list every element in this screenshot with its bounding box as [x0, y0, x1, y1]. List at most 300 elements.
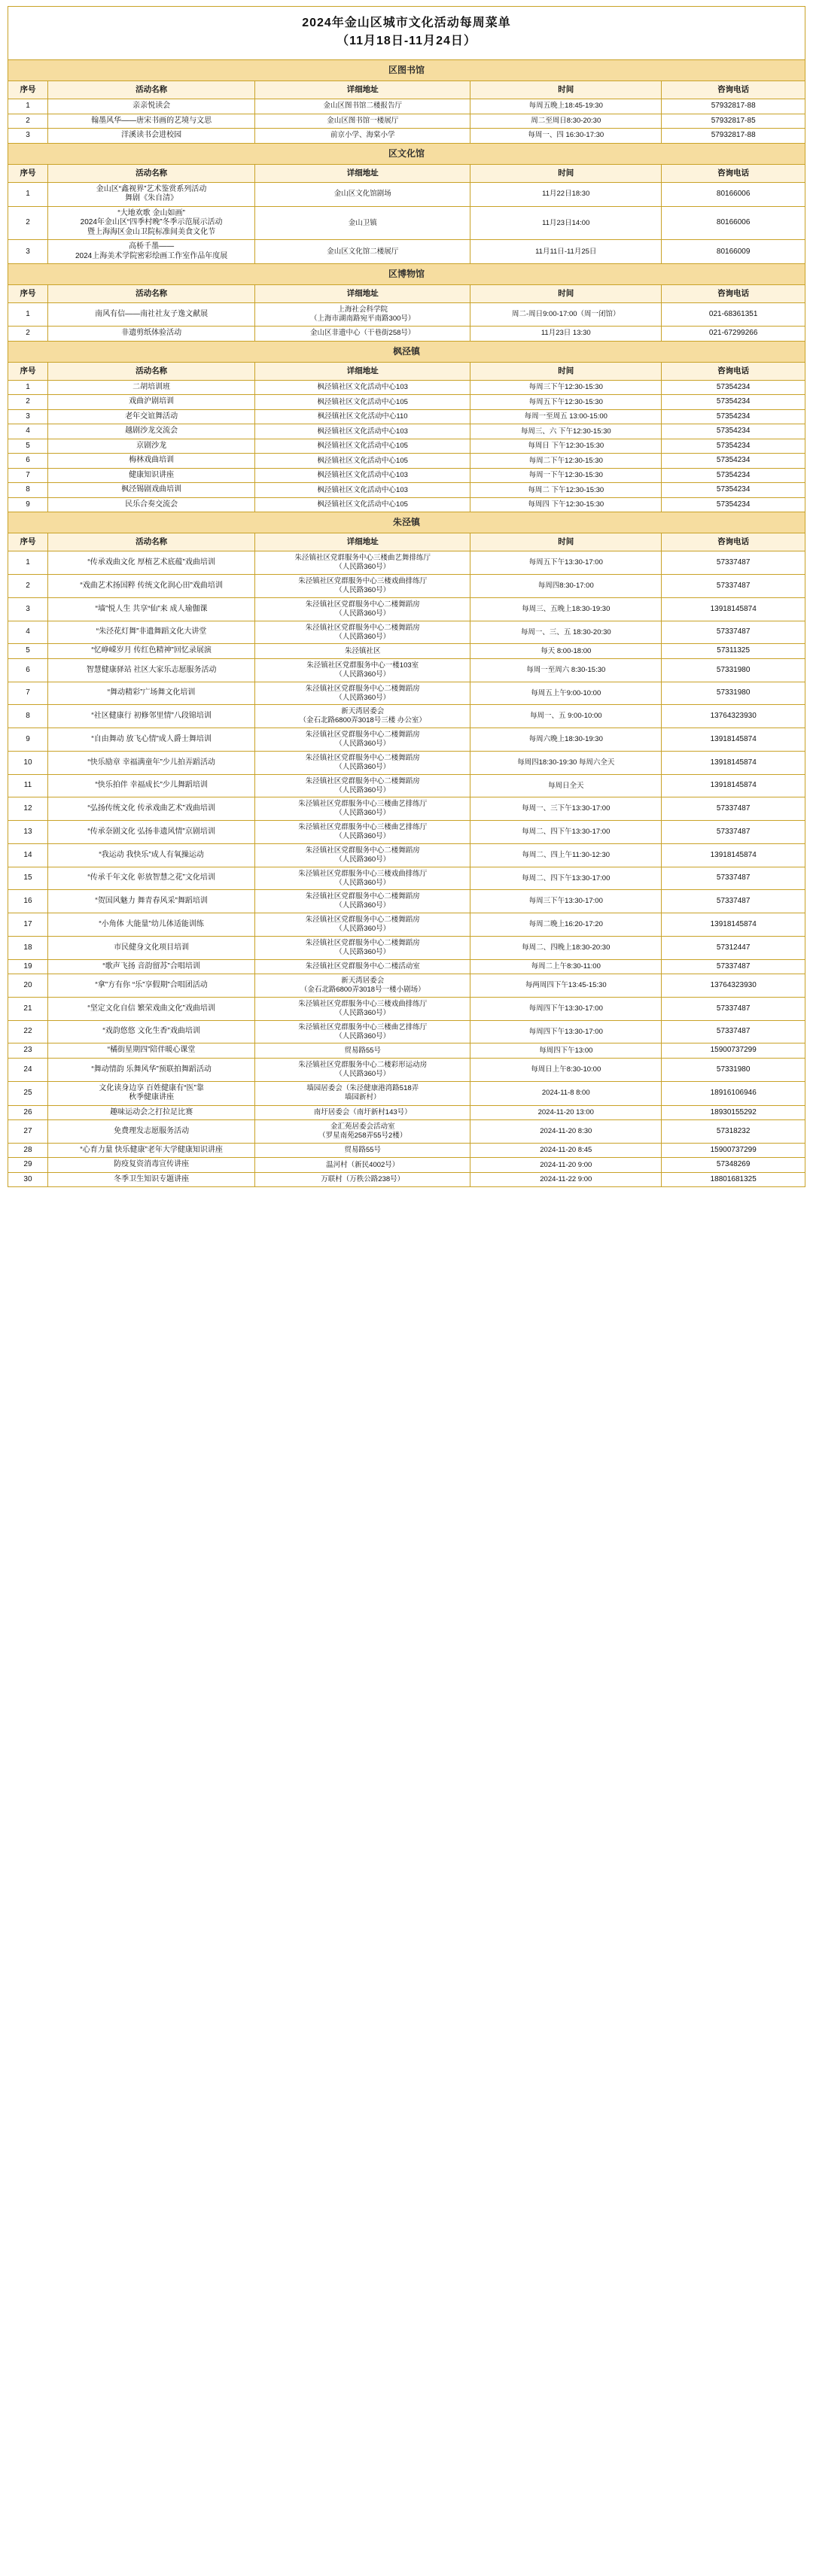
table-row: [8, 913, 805, 937]
cell-address: 金汇苑居委会活动室 （罗星南苑258弄55号2楼）: [255, 1120, 470, 1144]
table-row: [8, 843, 805, 867]
cell-address: 万联村（万秩公路238号）: [255, 1172, 470, 1187]
cell-address: 朱泾镇社区党群服务中心二楼舞蹈房 （人民路360号）: [255, 728, 470, 752]
cell-time: 11月23日14:00: [470, 206, 662, 240]
table-row: [8, 1105, 805, 1120]
table-row: [8, 1043, 805, 1059]
cell-time: 每周三、五晚上18:30-19:30: [470, 597, 662, 621]
cell-address: 朱泾镇社区党群服务中心三楼曲艺排练厅 （人民路360号）: [255, 797, 470, 821]
cell-address: 朱泾镇社区: [255, 644, 470, 659]
cell-no: 1: [8, 380, 48, 395]
table-row: [8, 774, 805, 797]
section-header: [8, 512, 805, 533]
section-header: [8, 264, 805, 285]
table-row: [8, 439, 805, 454]
cell-activity-name: 高桥千墨—— 2024上海美术学院密彩绘画工作室作品年度展: [47, 240, 254, 264]
cell-activity-name: “墙”悦人生 共享“仙”来 成人瑜伽课: [47, 597, 254, 621]
cell-phone: 57337487: [662, 890, 805, 913]
column-header-tel: 咨询电话: [662, 362, 805, 380]
cell-time: 每周三下午12:30-15:30: [470, 380, 662, 395]
cell-phone: 80166006: [662, 206, 805, 240]
column-header-no: 序号: [8, 533, 48, 551]
cell-time: 每周六晚上18:30-19:30: [470, 728, 662, 752]
cell-time: 每周二、四上午11:30-12:30: [470, 843, 662, 867]
cell-phone: 13918145874: [662, 774, 805, 797]
cell-time: 周二-周日9:00-17:00（周一闭馆）: [470, 303, 662, 327]
cell-activity-name: 京剧沙龙: [47, 439, 254, 454]
column-header-no: 序号: [8, 362, 48, 380]
cell-phone: 57318232: [662, 1120, 805, 1144]
cell-phone: 57331980: [662, 1058, 805, 1081]
cell-address: 朱泾镇社区党群服务中心三楼曲艺舞排练厅 （人民路360号）: [255, 551, 470, 575]
table-row: [8, 751, 805, 774]
cell-time: 每周四下午13:30-17:00: [470, 1020, 662, 1043]
cell-phone: 15900737299: [662, 1143, 805, 1158]
cell-no: 1: [8, 303, 48, 327]
column-header-address: 详细地址: [255, 362, 470, 380]
cell-no: 26: [8, 1105, 48, 1120]
cell-no: 30: [8, 1172, 48, 1187]
cell-activity-name: 越剧沙龙交流会: [47, 424, 254, 439]
cell-address: 新天湾居委会 （金石北路6800弄3018号三楼 办公室）: [255, 705, 470, 728]
cell-address: 朱泾镇社区党群服务中心二楼舞蹈房 （人民路360号）: [255, 751, 470, 774]
cell-time: 每周二上午8:30-11:00: [470, 959, 662, 974]
cell-time: 每周一至周五 13:00-15:00: [470, 409, 662, 424]
cell-activity-name: 二胡培训班: [47, 380, 254, 395]
cell-address: 朱泾镇社区党群服务中心一楼103室 （人民路360号）: [255, 658, 470, 682]
table-row: [8, 497, 805, 512]
table-row: [8, 1158, 805, 1173]
cell-time: 11月22日18:30: [470, 182, 662, 206]
cell-phone: 13918145874: [662, 728, 805, 752]
cell-phone: 57932817-85: [662, 114, 805, 129]
cell-no: 3: [8, 409, 48, 424]
cell-phone: 57337487: [662, 551, 805, 575]
column-header-time: 时间: [470, 164, 662, 182]
cell-time: 每周四 下午12:30-15:30: [470, 497, 662, 512]
cell-time: 2024-11-8 8:00: [470, 1081, 662, 1105]
cell-address: 枫泾镇社区文化活动中心105: [255, 439, 470, 454]
cell-address: 金山区非遗中心（干巷街258号）: [255, 327, 470, 342]
cell-time: 每周五下午12:30-15:30: [470, 395, 662, 410]
cell-time: 每周日全天: [470, 774, 662, 797]
cell-time: 每周二、四下午13:30-17:00: [470, 821, 662, 844]
column-header-name: 活动名称: [47, 164, 254, 182]
cell-activity-name: “朱泾花灯舞”非遗舞蹈文化大讲堂: [47, 621, 254, 644]
cell-no: 29: [8, 1158, 48, 1173]
cell-phone: 57932817-88: [662, 99, 805, 114]
cell-activity-name: 冬季卫生知识专题讲座: [47, 1172, 254, 1187]
cell-address: 朱泾镇社区党群服务中心三楼戏曲排练厅 （人民路360号）: [255, 867, 470, 890]
table-row: [8, 621, 805, 644]
cell-activity-name: 智慧健康驿站 社区大家乐志愿服务活动: [47, 658, 254, 682]
cell-no: 17: [8, 913, 48, 937]
cell-phone: 57354234: [662, 424, 805, 439]
cell-address: 枫泾镇社区文化活动中心103: [255, 380, 470, 395]
cell-address: 朱泾镇社区党群服务中心二楼活动室: [255, 959, 470, 974]
cell-no: 11: [8, 774, 48, 797]
cell-address: 朱泾镇社区党群服务中心二楼舞蹈房 （人民路360号）: [255, 843, 470, 867]
column-header-row: [8, 285, 805, 303]
cell-no: 5: [8, 644, 48, 659]
column-header-address: 详细地址: [255, 533, 470, 551]
table-row: [8, 997, 805, 1020]
table-row: [8, 867, 805, 890]
cell-phone: 80166006: [662, 182, 805, 206]
table-row: [8, 1143, 805, 1158]
cell-no: 8: [8, 705, 48, 728]
cell-phone: 57354234: [662, 409, 805, 424]
table-row: [8, 1172, 805, 1187]
column-header-tel: 咨询电话: [662, 285, 805, 303]
cell-activity-name: 免费理发志愿服务活动: [47, 1120, 254, 1144]
column-header-address: 详细地址: [255, 285, 470, 303]
cell-activity-name: 健康知识讲座: [47, 468, 254, 483]
cell-activity-name: “戏韵悠悠 文化生香”戏曲培训: [47, 1020, 254, 1043]
cell-activity-name: 翰墨风华——唐宋书画的艺境与文思: [47, 114, 254, 129]
cell-activity-name: 梅林戏曲培训: [47, 454, 254, 469]
cell-phone: 57337487: [662, 621, 805, 644]
table-row: [8, 483, 805, 498]
cell-no: 21: [8, 997, 48, 1020]
cell-address: 朱泾镇社区党群服务中心三楼曲艺排练厅 （人民路360号）: [255, 821, 470, 844]
cell-activity-name: 金山区“鑫视界”艺术鉴赏系列活动 舞剧《朱自清》: [47, 182, 254, 206]
cell-address: 前京小学、海棠小学: [255, 129, 470, 144]
cell-time: 每周日 下午12:30-15:30: [470, 439, 662, 454]
cell-no: 18: [8, 936, 48, 959]
cell-no: 2: [8, 206, 48, 240]
cell-address: 枫泾镇社区文化活动中心105: [255, 454, 470, 469]
cell-time: 周二至周日8:30-20:30: [470, 114, 662, 129]
cell-no: 27: [8, 1120, 48, 1144]
cell-activity-name: 趣味运动会之打拉足比赛: [47, 1105, 254, 1120]
cell-address: 朱泾镇社区党群服务中心三楼戏曲排练厅 （人民路360号）: [255, 997, 470, 1020]
cell-phone: 18801681325: [662, 1172, 805, 1187]
cell-phone: 13918145874: [662, 597, 805, 621]
cell-no: 10: [8, 751, 48, 774]
cell-phone: 57337487: [662, 997, 805, 1020]
table-row: [8, 114, 805, 129]
cell-time: 每周一下午12:30-15:30: [470, 468, 662, 483]
cell-no: 22: [8, 1020, 48, 1043]
cell-time: 每周日上午8:30-10:00: [470, 1058, 662, 1081]
cell-address: 枫泾镇社区文化活动中心105: [255, 497, 470, 512]
column-header-time: 时间: [470, 81, 662, 99]
column-header-no: 序号: [8, 164, 48, 182]
cell-activity-name: 市民健身文化项目培训: [47, 936, 254, 959]
cell-address: 朱泾镇社区党群服务中心二楼舞蹈房 （人民路360号）: [255, 913, 470, 937]
cell-no: 9: [8, 728, 48, 752]
cell-address: 枫泾镇社区文化活动中心110: [255, 409, 470, 424]
cell-time: 2024-11-20 8:45: [470, 1143, 662, 1158]
cell-address: 枫泾镇社区文化活动中心103: [255, 483, 470, 498]
cell-no: 3: [8, 129, 48, 144]
cell-time: 每周四下午13:00: [470, 1043, 662, 1059]
title-row: [8, 7, 805, 60]
cell-no: 12: [8, 797, 48, 821]
cell-phone: 15900737299: [662, 1043, 805, 1059]
cell-phone: 18930155292: [662, 1105, 805, 1120]
table-row: [8, 705, 805, 728]
section-header: [8, 341, 805, 362]
cell-time: 每周二晚上16:20-17:20: [470, 913, 662, 937]
section-title: 朱泾镇: [8, 512, 805, 533]
cell-phone: 57311325: [662, 644, 805, 659]
cell-no: 4: [8, 621, 48, 644]
cell-activity-name: 文化读身边享 百姓健康有“医”靠 秋季健康讲座: [47, 1081, 254, 1105]
cell-time: 2024-11-22 9:00: [470, 1172, 662, 1187]
cell-phone: 57337487: [662, 797, 805, 821]
section-title: 区图书馆: [8, 60, 805, 81]
table-row: [8, 468, 805, 483]
cell-no: 8: [8, 483, 48, 498]
column-header-row: [8, 533, 805, 551]
cell-activity-name: “快乐拍伴 幸福成长”少儿舞蹈培训: [47, 774, 254, 797]
cell-phone: 57312447: [662, 936, 805, 959]
cell-time: 每周五晚上18:45-19:30: [470, 99, 662, 114]
cell-activity-name: 非遗剪纸体验活动: [47, 327, 254, 342]
cell-phone: 57354234: [662, 439, 805, 454]
cell-time: 每周四8:30-17:00: [470, 575, 662, 598]
cell-time: 每周一、四 16:30-17:30: [470, 129, 662, 144]
cell-phone: 57354234: [662, 497, 805, 512]
table-row: [8, 409, 805, 424]
cell-activity-name: 南风有信——南社社友子逸文献展: [47, 303, 254, 327]
column-header-row: [8, 81, 805, 99]
cell-time: 每周一至周六 8:30-15:30: [470, 658, 662, 682]
table-row: [8, 380, 805, 395]
cell-address: 枫泾镇社区文化活动中心103: [255, 424, 470, 439]
cell-address: 朱泾镇社区党群服务中心二楼舞蹈房 （人民路360号）: [255, 597, 470, 621]
cell-time: 每周二、四下午13:30-17:00: [470, 867, 662, 890]
cell-activity-name: 民乐合奏交流会: [47, 497, 254, 512]
cell-phone: 57354234: [662, 483, 805, 498]
cell-time: 每周一、五 9:00-10:00: [470, 705, 662, 728]
table-row: [8, 797, 805, 821]
cell-phone: 57337487: [662, 1020, 805, 1043]
cell-address: 朱泾镇社区党群服务中心二楼彩形运动房 （人民路360号）: [255, 1058, 470, 1081]
section-header: [8, 143, 805, 164]
cell-phone: 13918145874: [662, 751, 805, 774]
cell-phone: 13764323930: [662, 705, 805, 728]
cell-activity-name: 洋溪读书会进校园: [47, 129, 254, 144]
cell-no: 2: [8, 575, 48, 598]
cell-time: 每周二 下午12:30-15:30: [470, 483, 662, 498]
cell-no: 2: [8, 114, 48, 129]
cell-activity-name: “我运动 我快乐”成人有氧操运动: [47, 843, 254, 867]
table-row: [8, 1020, 805, 1043]
title-line-2: （11月18日-11月24日）: [336, 35, 477, 47]
cell-no: 9: [8, 497, 48, 512]
table-row: [8, 206, 805, 240]
cell-time: 每周二下午12:30-15:30: [470, 454, 662, 469]
cell-address: 金山区文化馆剧场: [255, 182, 470, 206]
cell-address: 金山区图书馆一楼展厅: [255, 114, 470, 129]
cell-activity-name: “大地欢歌 金山如画” 2024年金山区“四季村晚”冬季示范展示活动 暨上海海区金山卫院标准间美食文化节: [47, 206, 254, 240]
table-row: [8, 682, 805, 705]
table-row: [8, 974, 805, 998]
cell-address: 朱泾镇社区党群服务中心三楼戏曲排练厅 （人民路360号）: [255, 575, 470, 598]
cell-phone: 57337487: [662, 959, 805, 974]
cell-no: 16: [8, 890, 48, 913]
table-row: [8, 303, 805, 327]
table-row: [8, 551, 805, 575]
cell-no: 1: [8, 551, 48, 575]
table-row: [8, 395, 805, 410]
table-row: [8, 959, 805, 974]
column-header-name: 活动名称: [47, 533, 254, 551]
cell-address: 朱泾镇社区党群服务中心二楼舞蹈房 （人民路360号）: [255, 890, 470, 913]
cell-no: 4: [8, 424, 48, 439]
cell-address: 新天湾居委会 （金石北路6800弄3018号一楼小剧场）: [255, 974, 470, 998]
cell-address: 南圩居委会（南圩新村143号）: [255, 1105, 470, 1120]
table-row: [8, 575, 805, 598]
cell-address: 朱泾镇社区党群服务中心二楼舞蹈房 （人民路360号）: [255, 682, 470, 705]
cell-no: 3: [8, 597, 48, 621]
cell-phone: 57331980: [662, 682, 805, 705]
cell-no: 7: [8, 468, 48, 483]
cell-address: 朱泾镇社区党群服务中心二楼舞蹈房 （人民路360号）: [255, 621, 470, 644]
cell-time: 2024-11-20 13:00: [470, 1105, 662, 1120]
column-header-name: 活动名称: [47, 362, 254, 380]
cell-no: 7: [8, 682, 48, 705]
table-row: [8, 821, 805, 844]
cell-no: 25: [8, 1081, 48, 1105]
cell-time: 每周四下午13:30-17:00: [470, 997, 662, 1020]
cell-activity-name: “社区健康行 初修邻里情”八段锦培训: [47, 705, 254, 728]
cell-no: 24: [8, 1058, 48, 1081]
cell-no: 5: [8, 439, 48, 454]
cell-activity-name: 枫泾锡剧戏曲培训: [47, 483, 254, 498]
column-header-row: [8, 362, 805, 380]
section-title: 枫泾镇: [8, 341, 805, 362]
cell-address: 朱泾镇社区党群服务中心二楼舞蹈房 （人民路360号）: [255, 774, 470, 797]
table-row: [8, 454, 805, 469]
cell-activity-name: “舞动情韵 乐舞风华”预联拍舞蹈活动: [47, 1058, 254, 1081]
cell-no: 1: [8, 182, 48, 206]
table-row: [8, 182, 805, 206]
cell-no: 3: [8, 240, 48, 264]
cell-activity-name: “拿”方有你 “乐”享假期”合唱团活动: [47, 974, 254, 998]
cell-activity-name: “贺国风魅力 舞青春风采”舞蹈培训: [47, 890, 254, 913]
cell-no: 14: [8, 843, 48, 867]
table-row: [8, 129, 805, 144]
column-header-tel: 咨询电话: [662, 81, 805, 99]
cell-phone: 57348269: [662, 1158, 805, 1173]
cell-no: 20: [8, 974, 48, 998]
cell-no: 2: [8, 395, 48, 410]
table-row: [8, 658, 805, 682]
section-title: 区博物馆: [8, 264, 805, 285]
cell-phone: 021-68361351: [662, 303, 805, 327]
cell-address: 枫泾镇社区文化活动中心105: [255, 395, 470, 410]
cell-no: 13: [8, 821, 48, 844]
cell-address: 贸易路55号: [255, 1043, 470, 1059]
cell-time: 每两周四下午13:45-15:30: [470, 974, 662, 998]
cell-time: 每周三、六 下午12:30-15:30: [470, 424, 662, 439]
table-row: [8, 1120, 805, 1144]
cell-address: 上海社会科学院 （上海市湖南路宛平南路300号）: [255, 303, 470, 327]
cell-phone: 57354234: [662, 468, 805, 483]
table-row: [8, 240, 805, 264]
cell-time: 每周一、三下午13:30-17:00: [470, 797, 662, 821]
cell-activity-name: “橘街星期四”陪伴暖心课堂: [47, 1043, 254, 1059]
cell-no: 23: [8, 1043, 48, 1059]
cell-time: 每周三下午13:30-17:00: [470, 890, 662, 913]
weekly-menu-page: [0, 0, 813, 1202]
cell-no: 1: [8, 99, 48, 114]
activity-table: [8, 6, 805, 1187]
cell-phone: 13918145874: [662, 913, 805, 937]
cell-activity-name: “歌声飞扬 音韵留苏”合唱培训: [47, 959, 254, 974]
column-header-no: 序号: [8, 285, 48, 303]
cell-phone: 80166009: [662, 240, 805, 264]
column-header-name: 活动名称: [47, 81, 254, 99]
cell-time: 11月23日 13:30: [470, 327, 662, 342]
cell-time: 每周五下午13:30-17:00: [470, 551, 662, 575]
column-header-no: 序号: [8, 81, 48, 99]
table-row: [8, 327, 805, 342]
cell-activity-name: “戏曲艺术扬国粹 传统文化润心田”戏曲培训: [47, 575, 254, 598]
table-row: [8, 644, 805, 659]
cell-time: 2024-11-20 9:00: [470, 1158, 662, 1173]
cell-activity-name: 防疫复资消毒宣传讲座: [47, 1158, 254, 1173]
cell-address: 墙园居委会（朱泾健康港湾路518弄 墙园新村）: [255, 1081, 470, 1105]
cell-no: 28: [8, 1143, 48, 1158]
table-row: [8, 597, 805, 621]
cell-activity-name: “自由舞动 放飞心情”成人爵士舞培训: [47, 728, 254, 752]
cell-phone: 18916106946: [662, 1081, 805, 1105]
section-header: [8, 60, 805, 81]
table-row: [8, 424, 805, 439]
cell-phone: 13918145874: [662, 843, 805, 867]
cell-no: 6: [8, 658, 48, 682]
cell-address: 金山区图书馆二楼报告厅: [255, 99, 470, 114]
page-title: [8, 7, 805, 60]
cell-activity-name: 老年交谊舞活动: [47, 409, 254, 424]
cell-phone: 57337487: [662, 821, 805, 844]
cell-phone: 57932817-88: [662, 129, 805, 144]
column-header-time: 时间: [470, 362, 662, 380]
cell-address: 朱泾镇社区党群服务中心三楼曲艺排练厅 （人民路360号）: [255, 1020, 470, 1043]
cell-phone: 57354234: [662, 380, 805, 395]
cell-no: 2: [8, 327, 48, 342]
table-row: [8, 1081, 805, 1105]
cell-activity-name: 亲亲悦读会: [47, 99, 254, 114]
cell-phone: 57331980: [662, 658, 805, 682]
cell-time: 每周一、三、五 18:30-20:30: [470, 621, 662, 644]
cell-address: 金山卫镇: [255, 206, 470, 240]
table-row: [8, 728, 805, 752]
column-header-row: [8, 164, 805, 182]
table-row: [8, 890, 805, 913]
table-body: [8, 7, 805, 1187]
cell-address: 枫泾镇社区文化活动中心103: [255, 468, 470, 483]
cell-no: 19: [8, 959, 48, 974]
table-row: [8, 99, 805, 114]
cell-time: 每周五上午9:00-10:00: [470, 682, 662, 705]
title-line-1: 2024年金山区城市文化活动每周菜单: [302, 17, 511, 29]
cell-time: 每周二、四晚上18:30-20:30: [470, 936, 662, 959]
cell-activity-name: “传承戏曲文化 厚植艺术底蕴”戏曲培训: [47, 551, 254, 575]
cell-activity-name: 戏曲沪剧培训: [47, 395, 254, 410]
cell-phone: 021-67299266: [662, 327, 805, 342]
column-header-time: 时间: [470, 285, 662, 303]
cell-no: 6: [8, 454, 48, 469]
column-header-name: 活动名称: [47, 285, 254, 303]
table-row: [8, 936, 805, 959]
cell-activity-name: “传承奈剧文化 弘扬非遗风情”京剧培训: [47, 821, 254, 844]
